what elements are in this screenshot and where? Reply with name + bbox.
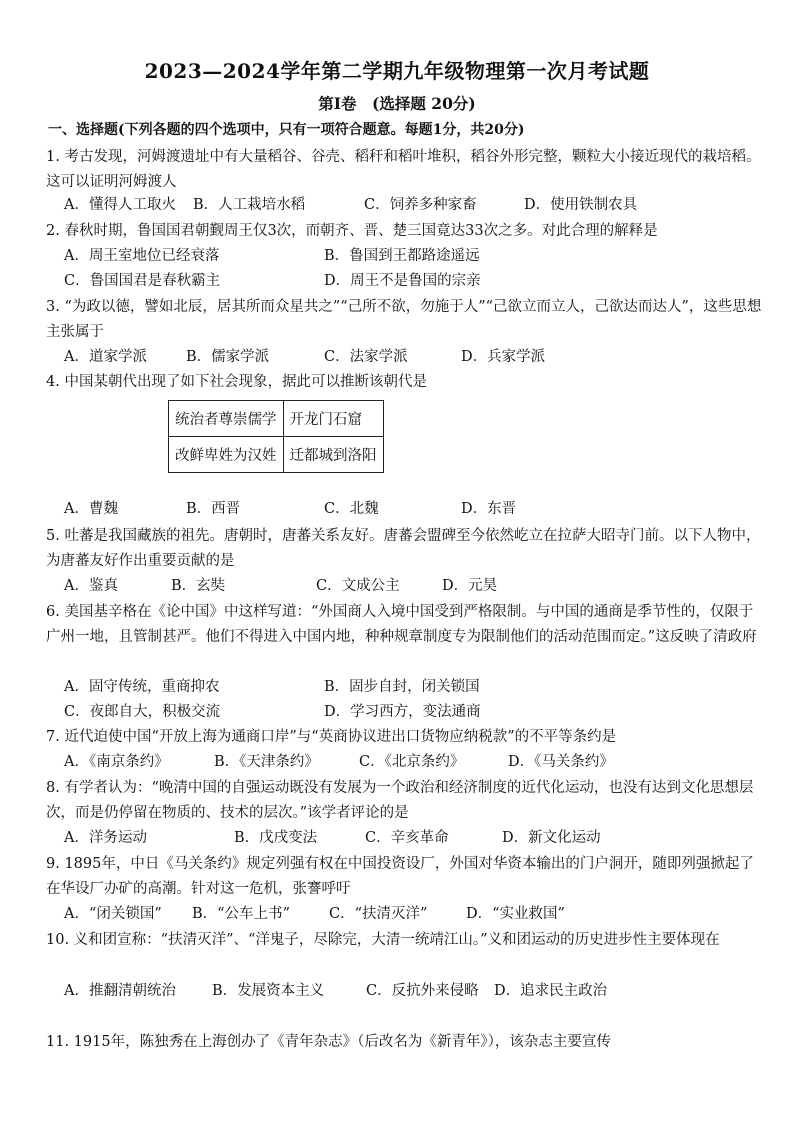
question-4 bbox=[46, 370, 766, 395]
question-number: 5. bbox=[46, 528, 60, 544]
option-c: C．北魏 bbox=[324, 501, 379, 517]
option-b: B．“公车上书” bbox=[192, 906, 290, 922]
option-b: B．戊戌变法 bbox=[234, 830, 318, 846]
option-b: B．人工栽培水稻 bbox=[193, 197, 306, 213]
option-c: C．鲁国国君是春秋霸主 bbox=[64, 273, 221, 289]
option-a: A．鉴真 bbox=[64, 578, 118, 594]
question-6-options-row1 bbox=[64, 675, 764, 700]
table-cell: 迁都城到洛阳 bbox=[283, 437, 383, 473]
table-row bbox=[169, 437, 384, 473]
question-stem: 1915年，陈独秀在上海创办了《青年杂志》（后改名为《新青年》），该杂志主要宣传 bbox=[73, 1034, 611, 1050]
option-a: A．固守传统，重商抑农 bbox=[64, 679, 220, 695]
question-stem: 有学者认为：“晚清中国的自强运动既没有发展为一个政治和经济制度的近代化运动，也没有达到文化思想层次，而是仍停留在物质的、技术的层次。”该学者评论的是 bbox=[46, 780, 754, 821]
table-cell: 开龙门石窟 bbox=[283, 401, 383, 437]
question-9-options bbox=[64, 902, 764, 927]
question-11 bbox=[46, 1030, 766, 1055]
option-a: A．周王室地位已经衰落 bbox=[64, 248, 220, 264]
option-c: C．饲养多种家畜 bbox=[364, 197, 477, 213]
option-a: A．《南京条约》 bbox=[64, 754, 169, 770]
question-number: 9. bbox=[46, 856, 60, 872]
option-a: A．洋务运动 bbox=[64, 830, 147, 846]
question-stem: 近代迫使中国“开放上海为通商口岸”与“英商协议进出口货物应纳税款”的不平等条约是 bbox=[64, 729, 617, 745]
question-stem: 中国某朝代出现了如下社会现象，据此可以推断该朝代是 bbox=[64, 374, 427, 390]
option-c: C．文成公主 bbox=[316, 578, 400, 594]
option-d: D．东晋 bbox=[461, 501, 517, 517]
question-number: 3. bbox=[46, 299, 60, 315]
table-cell: 改鲜卑姓为汉姓 bbox=[169, 437, 284, 473]
question-number: 6. bbox=[46, 604, 60, 620]
question-1-options bbox=[64, 193, 764, 218]
option-d: D．“实业救国” bbox=[466, 906, 565, 922]
question-8-options bbox=[64, 826, 764, 851]
option-a: A．“闭关锁国” bbox=[64, 906, 162, 922]
option-d: D．使用铁制农具 bbox=[524, 197, 638, 213]
question-stem: “为政以德，譬如北辰，居其所而众星共之”“己所不欲，勿施于人”“己欲立而立人，己欲达而达人”，这些思想主张属于 bbox=[46, 299, 762, 340]
question-6 bbox=[46, 600, 766, 650]
question-2 bbox=[46, 219, 766, 244]
question-number: 7. bbox=[46, 729, 60, 745]
question-number: 4. bbox=[46, 374, 60, 390]
option-b: B．儒家学派 bbox=[186, 349, 270, 365]
question-stem: 1895年，中日《马关条约》规定列强有权在中国投资设厂，外国对华资本输出的门户洞开，随即列强掀起了在华设厂办矿的高潮。针对这一危机，张謇呼吁 bbox=[46, 856, 754, 897]
option-a: A．道家学派 bbox=[64, 349, 147, 365]
option-d: D．《马关条约》 bbox=[508, 754, 614, 770]
question-stem: 春秋时期，鲁国国君朝觐周王仅3次，而朝齐、晋、楚三国竟达33次之多。对此合理的解释是 bbox=[64, 223, 658, 239]
option-b: B．西晋 bbox=[186, 501, 241, 517]
option-a: A．曹魏 bbox=[64, 501, 118, 517]
option-c: C．“扶清灭洋” bbox=[329, 906, 428, 922]
option-c: C．法家学派 bbox=[324, 349, 408, 365]
question-7-options bbox=[64, 750, 764, 775]
question-5 bbox=[46, 524, 766, 574]
question-stem: 吐蕃是我国藏族的祖先。唐朝时，唐蕃关系友好。唐蕃会盟碑至今依然屹立在拉萨大昭寺门前。以下人物中，为唐蕃友好作出重要贡献的是 bbox=[46, 528, 761, 569]
option-d: D．学习西方，变法通商 bbox=[324, 704, 481, 720]
option-c: C．反抗外来侵略 bbox=[366, 983, 479, 999]
option-b: B．鲁国到王都路途遥远 bbox=[324, 248, 480, 264]
exam-title: 2023—2024学年第二学期九年级物理第一次月考试题 bbox=[144, 59, 650, 83]
question-2-options-row2 bbox=[64, 269, 764, 294]
table-cell: 统治者尊崇儒学 bbox=[169, 401, 284, 437]
exam-subtitle: 第Ⅰ卷 (选择题 20分) bbox=[318, 94, 476, 113]
question-3 bbox=[46, 295, 766, 345]
option-b: B．玄奘 bbox=[171, 578, 226, 594]
question-2-options-row1 bbox=[64, 244, 764, 269]
question-10 bbox=[46, 928, 766, 953]
option-d: D．周王不是鲁国的宗亲 bbox=[324, 273, 481, 289]
question-4-table bbox=[168, 400, 384, 473]
option-c: C．辛亥革命 bbox=[365, 830, 449, 846]
option-d: D．追求民主政治 bbox=[494, 983, 608, 999]
question-7 bbox=[46, 725, 766, 750]
question-4-options bbox=[64, 497, 764, 522]
option-a: A．懂得人工取火 bbox=[64, 197, 176, 213]
option-c: C．《北京条约》 bbox=[359, 754, 465, 770]
section-heading: 一、选择题(下列各题的四个选项中，只有一项符合题意。每题1分，共20分) bbox=[48, 122, 525, 138]
question-10-options bbox=[64, 979, 764, 1004]
question-3-options bbox=[64, 345, 764, 370]
table-row bbox=[169, 401, 384, 437]
option-c: C．夜郎自大，积极交流 bbox=[64, 704, 221, 720]
option-a: A．推翻清朝统治 bbox=[64, 983, 176, 999]
question-number: 2. bbox=[46, 223, 60, 239]
question-stem: 美国基辛格在《论中国》中这样写道：“外国商人入境中国受到严格限制。与中国的通商是季节性的，仅限于广州一地，且管制甚严。他们不得进入中国内地，种种规章制度专为限制他们的活动范围而定。”这反映了清政府 bbox=[46, 604, 757, 645]
question-8 bbox=[46, 776, 766, 826]
option-b: B．固步自封，闭关锁国 bbox=[324, 679, 480, 695]
question-stem: 义和团宣称：“扶清灭洋”、“洋鬼子，尽除完，大清一统靖江山。”义和团运动的历史进步性主要体现在 bbox=[73, 932, 720, 948]
question-number: 10. bbox=[46, 932, 70, 948]
option-d: D．元昊 bbox=[442, 578, 498, 594]
option-d: D．兵家学派 bbox=[461, 349, 546, 365]
question-5-options bbox=[64, 574, 764, 599]
question-6-options-row2 bbox=[64, 700, 764, 725]
option-b: B．发展资本主义 bbox=[212, 983, 325, 999]
question-stem: 考古发现，河姆渡遗址中有大量稻谷、谷壳、稻秆和稻叶堆积，稻谷外形完整，颗粒大小接近现代的栽培稻。这可以证明河姆渡人 bbox=[46, 149, 761, 190]
question-number: 1. bbox=[46, 149, 60, 165]
question-number: 8. bbox=[46, 780, 60, 796]
question-9 bbox=[46, 852, 766, 902]
option-b: B．《天津条约》 bbox=[214, 754, 319, 770]
question-number: 11. bbox=[46, 1034, 70, 1050]
option-d: D．新文化运动 bbox=[502, 830, 601, 846]
question-1 bbox=[46, 145, 766, 195]
